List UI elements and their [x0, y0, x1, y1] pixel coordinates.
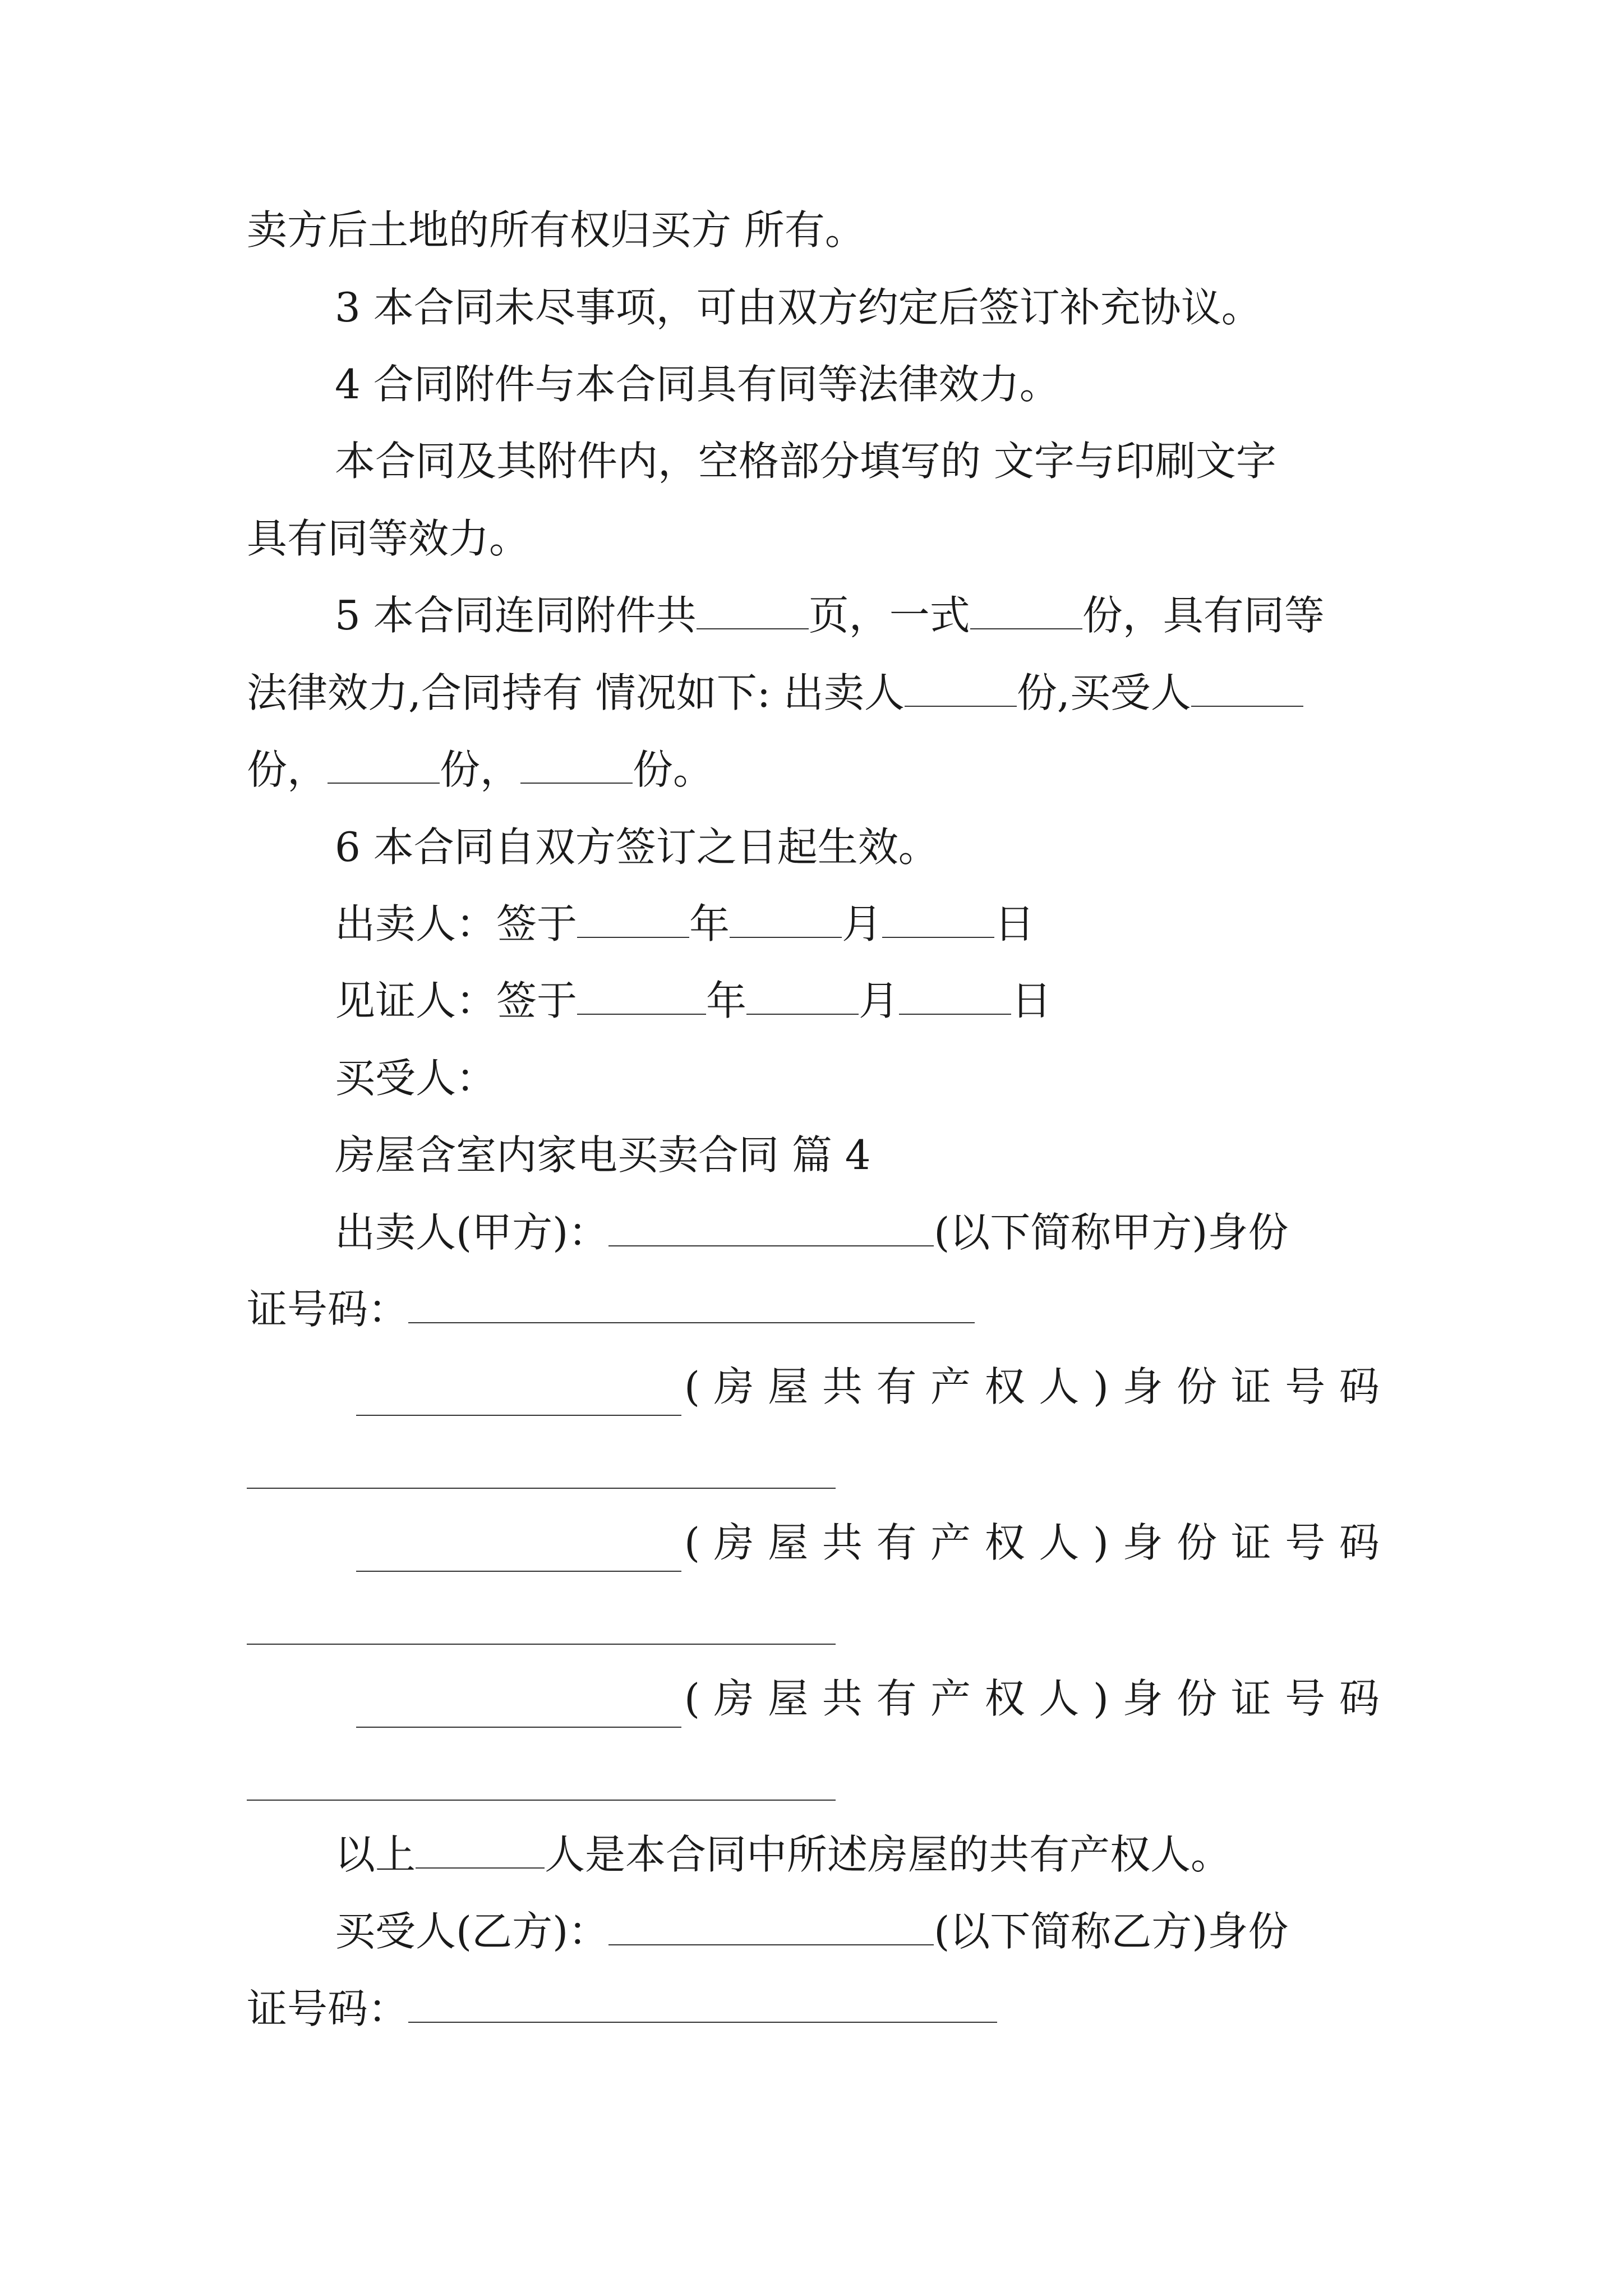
- blank-coowner-name-field[interactable]: [356, 1415, 681, 1416]
- text-segment: 份，具有同等: [1082, 592, 1325, 639]
- label-char: 码: [1339, 1519, 1380, 1566]
- blank-copies-field[interactable]: [328, 747, 440, 784]
- label-char: 共: [822, 1519, 863, 1566]
- section-heading: 房屋含室内家电买卖合同 篇 4: [335, 1131, 871, 1179]
- blank-copies-field[interactable]: [520, 747, 633, 784]
- label-char: 屋: [768, 1519, 809, 1566]
- text-segment: 日: [1011, 977, 1052, 1024]
- text-segment: (以下简称甲方)身份: [934, 1209, 1289, 1256]
- blank-buyer-id-field[interactable]: [408, 1986, 997, 2023]
- text-segment: 出卖人(甲方)：: [335, 1209, 609, 1256]
- text-segment: 月: [842, 900, 883, 947]
- blank-copies-field[interactable]: [970, 592, 1082, 629]
- label-char: 产: [930, 1675, 971, 1722]
- label-char: 份: [1177, 1675, 1218, 1722]
- blank-day-field[interactable]: [882, 901, 994, 938]
- label-char: 产: [930, 1363, 971, 1410]
- text-line: 3 本合同未尽事项，可由双方约定后签订补充协议。: [335, 284, 1262, 331]
- text-segment: 日: [994, 900, 1035, 947]
- label-char: 房: [713, 1519, 754, 1566]
- text-segment: 份,买受人: [1016, 669, 1191, 716]
- text-segment: 份，: [247, 746, 328, 793]
- text-segment: (以下简称乙方)身份: [934, 1908, 1289, 1955]
- label-char: (: [684, 1675, 700, 1722]
- label-char: 有: [876, 1519, 917, 1566]
- blank-buyer-name-field[interactable]: [608, 1908, 934, 1945]
- blank-month-field[interactable]: [730, 901, 842, 938]
- blank-day-field[interactable]: [899, 978, 1011, 1015]
- label-char: 房: [713, 1363, 754, 1410]
- coowner-label-row: [684, 1359, 1380, 1415]
- blank-seller-copies-field[interactable]: [905, 670, 1017, 707]
- text-segment: 年: [706, 977, 747, 1024]
- label-char: (: [684, 1519, 700, 1566]
- label-char: 份: [1177, 1363, 1218, 1410]
- label-char: 产: [930, 1519, 971, 1566]
- label-char: 权: [984, 1675, 1025, 1722]
- label-char: 屋: [768, 1363, 809, 1410]
- text-line: [247, 665, 1303, 721]
- blank-year-field[interactable]: [577, 978, 706, 1015]
- text-segment: 份。: [633, 746, 714, 793]
- blank-coowner-id-field[interactable]: [247, 1644, 836, 1645]
- text-segment: 5 本合同连同附件共: [335, 592, 697, 639]
- witness-signature-line: [335, 973, 1052, 1029]
- blank-seller-name-field[interactable]: [608, 1209, 934, 1246]
- blank-coowner-id-field[interactable]: [247, 1488, 836, 1489]
- label-char: 有: [876, 1675, 917, 1722]
- label-char: 房: [713, 1675, 754, 1722]
- label-char: ): [1092, 1363, 1109, 1410]
- label-char: 身: [1122, 1675, 1163, 1722]
- label-char: 号: [1285, 1675, 1326, 1722]
- blank-coowner-count-field[interactable]: [416, 1832, 545, 1869]
- text-segment: 份，: [440, 746, 521, 793]
- label-char: 权: [984, 1363, 1025, 1410]
- text-segment: 人是本合同中所述房屋的共有产权人。: [545, 1831, 1232, 1878]
- text-line: [335, 1903, 1288, 1959]
- label-char: (: [684, 1363, 700, 1410]
- text-segment: 页，一式: [808, 592, 970, 639]
- label-char: 身: [1122, 1363, 1163, 1410]
- label-char: 人: [1039, 1519, 1080, 1566]
- blank-year-field[interactable]: [577, 901, 689, 938]
- text-line: 本合同及其附件内，空格部分填写的 文字与印刷文字: [335, 438, 1276, 485]
- text-line: [335, 1826, 1231, 1883]
- coowner-label-row: [684, 1515, 1380, 1571]
- blank-pages-field[interactable]: [697, 592, 809, 629]
- text-segment: 法律效力,合同持有 情况如下: 出卖人: [247, 669, 905, 716]
- text-segment: 买受人(乙方)：: [335, 1908, 609, 1955]
- label-char: 证: [1230, 1519, 1271, 1566]
- label-char: 份: [1177, 1519, 1218, 1566]
- blank-coowner-id-field[interactable]: [247, 1800, 836, 1801]
- label-char: 码: [1339, 1675, 1380, 1722]
- blank-month-field[interactable]: [746, 978, 859, 1015]
- label-char: 号: [1285, 1519, 1326, 1566]
- label-char: 屋: [768, 1675, 809, 1722]
- text-line: [335, 587, 1325, 643]
- text-segment: 以上: [335, 1831, 416, 1878]
- blank-coowner-name-field[interactable]: [356, 1571, 681, 1572]
- text-segment: 月: [859, 977, 900, 1024]
- label-char: 码: [1339, 1363, 1380, 1410]
- blank-seller-id-field[interactable]: [408, 1286, 975, 1323]
- seller-signature-line: [335, 896, 1035, 952]
- label-char: 证: [1230, 1363, 1271, 1410]
- text-line: 4 合同附件与本合同具有同等法律效力。: [335, 361, 1060, 408]
- label-char: ): [1092, 1519, 1109, 1566]
- coowner-label-row: [684, 1671, 1380, 1727]
- text-line: [335, 1204, 1288, 1260]
- label-char: 人: [1039, 1363, 1080, 1410]
- label-char: 权: [984, 1519, 1025, 1566]
- label-char: 身: [1122, 1519, 1163, 1566]
- label-char: 共: [822, 1675, 863, 1722]
- label-char: 共: [822, 1363, 863, 1410]
- text-line: [247, 742, 713, 798]
- text-line: 具有同等效力。: [247, 515, 530, 562]
- text-line: 6 本合同自双方签订之日起生效。: [335, 823, 939, 871]
- text-segment: 年: [689, 900, 730, 947]
- text-segment: 证号码：: [247, 1985, 409, 2032]
- text-line: [247, 1981, 997, 2037]
- label-char: 人: [1039, 1675, 1080, 1722]
- blank-coowner-name-field[interactable]: [356, 1727, 681, 1728]
- label-char: 证: [1230, 1675, 1271, 1722]
- text-line: 卖方后土地的所有权归买方 所有。: [247, 206, 865, 254]
- label-char: 有: [876, 1363, 917, 1410]
- text-line: 买受人：: [335, 1055, 497, 1102]
- label-char: ): [1092, 1675, 1109, 1722]
- text-segment: 证号码：: [247, 1286, 409, 1333]
- label-char: 号: [1285, 1363, 1326, 1410]
- text-segment: 出卖人：签于: [335, 900, 578, 947]
- text-segment: 见证人：签于: [335, 977, 578, 1024]
- text-line: [247, 1281, 975, 1337]
- blank-buyer-copies-field[interactable]: [1191, 670, 1303, 707]
